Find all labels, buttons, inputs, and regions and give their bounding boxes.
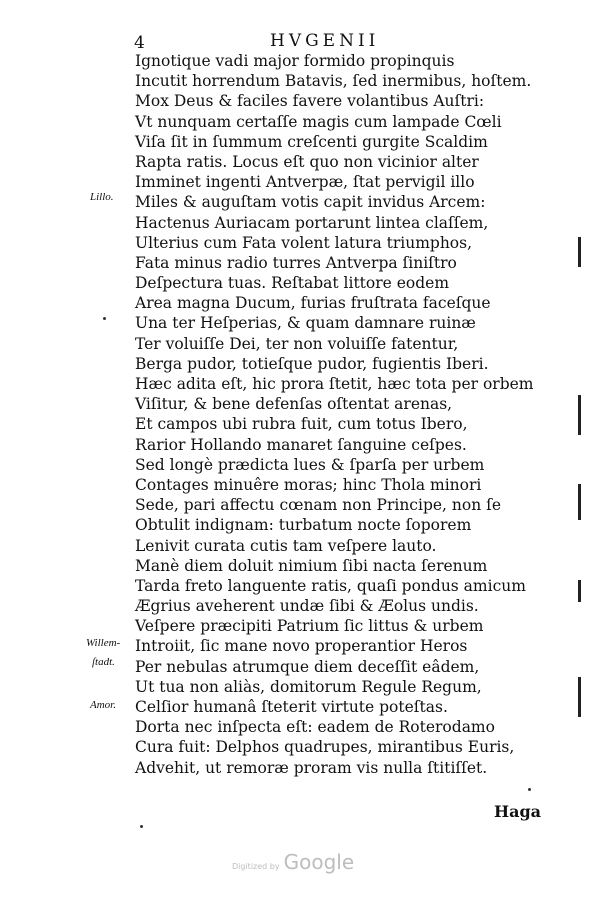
verse-line: Ter voluiſſe Dei, ter non voluiſſe fatentur, <box>135 334 459 353</box>
scan-speck <box>528 788 531 791</box>
marginal-note-lillo: Lillo. <box>90 191 114 203</box>
scan-mark <box>578 237 581 267</box>
verse-line: Contages minuêre moras; hinc Thola minori <box>135 475 482 494</box>
catchword: Haga <box>494 802 542 821</box>
scan-mark <box>578 484 581 520</box>
scan-mark <box>578 677 581 717</box>
marginal-note-amor: Amor. <box>90 699 116 711</box>
verse-line: Fata minus radio turres Antverpa ſiniſtro <box>135 253 457 272</box>
digitized-watermark <box>232 850 354 874</box>
verse-line: Hactenus Auriacam portarunt lintea claſſem, <box>135 213 489 232</box>
verse-line: Viſa ſit in ſummum creſcenti gurgite Scaldim <box>135 132 488 151</box>
verse-line: Hæc adita eſt, hic prora ſtetit, hæc tota per orbem <box>135 375 534 393</box>
verse-line: Incutit horrendum Batavis, ſed inermibus, hoſtem. <box>135 72 532 91</box>
verse-line: Viſitur, & bene defenſas oſtentat arenas, <box>135 395 453 414</box>
verse-line: Mox Deus & faciles favere volantibus Auſtri: <box>135 92 485 111</box>
verse-line: Ignotique vadi major formido propinquis <box>135 52 455 70</box>
page-number: 4 <box>134 33 145 53</box>
verse-line: Ulterius cum Fata volent latura triumphos, <box>135 233 473 252</box>
scan-mark <box>578 580 581 602</box>
verse-line: Berga pudor, totieſque pudor, fugientis Iberi. <box>135 354 489 373</box>
verse-line: Et campos ubi rubra fuit, cum totus Ibero, <box>135 415 468 434</box>
verse-line: Manè diem doluit nimium ſibi nacta ſerenum <box>135 556 488 575</box>
watermark-logo-text: Google <box>283 850 355 874</box>
verse-line: Veſpere præcipiti Patrium ſic littus & urbem <box>135 617 484 636</box>
running-head: HVGENII <box>270 31 380 51</box>
verse-text <box>135 51 533 778</box>
verse-line: Miles & auguſtam votis capit invidus Arcem: <box>135 193 486 212</box>
verse-line: Imminet ingenti Antverpæ, ſtat pervigil illo <box>135 173 475 192</box>
marginal-note-willemstadt-2: ſtadt. <box>92 656 115 668</box>
verse-line: Vt nunquam certaſſe magis cum lampade Cœli <box>135 112 502 131</box>
verse-line: Advehit, ut remoræ proram vis nulla ſtitiſſet. <box>135 758 488 777</box>
verse-line: Obtulit indignam: turbatum nocte ſoporem <box>135 516 472 535</box>
verse-line: Una ter Heſperias, & quam damnare ruinæ <box>135 314 476 333</box>
verse-line: Rapta ratis. Locus eſt quo non vicinior alter <box>135 152 479 171</box>
verse-line: Per nebulas atrumque diem deceſſit eâdem, <box>135 657 480 676</box>
verse-line: Lenivit curata cutis tam veſpere lauto. <box>135 536 437 555</box>
verse-line: Dorta nec inſpecta eſt: eadem de Roterodamo <box>135 718 495 737</box>
marginal-note-willemstadt-1: Willem- <box>86 637 121 649</box>
verse-line: Area magna Ducum, furias fruſtrata faceſque <box>135 294 491 313</box>
verse-line: Ut tua non aliàs, domitorum Regule Regum, <box>135 677 482 696</box>
verse-line: Sede, pari affectu cœnam non Principe, non ſe <box>135 496 502 515</box>
verse-line: Deſpectura tuas. Reſtabat littore eodem <box>135 274 450 293</box>
verse-line: Rarior Hollando manaret ſanguine ceſpes. <box>135 435 467 454</box>
scan-mark <box>578 395 581 435</box>
verse-line: Ægrius aveherent undæ ſibi & Æolus undis. <box>135 597 479 616</box>
verse-line: Celſior humanâ ſteterit virtute poteſtas. <box>135 698 448 716</box>
verse-line: Cura fuit: Delphos quadrupes, mirantibus Euris, <box>135 738 515 757</box>
scan-speck <box>103 317 106 320</box>
watermark-small-text: Digitized by <box>232 862 280 871</box>
verse-line: Sed longè prædicta lues & ſparſa per urbem <box>135 455 485 474</box>
scan-speck <box>140 825 143 828</box>
verse-line: Tarda freto languente ratis, quaſi pondus amicum <box>135 576 526 595</box>
verse-line: Introiit, ſic mane novo properantior Heros <box>135 637 468 656</box>
